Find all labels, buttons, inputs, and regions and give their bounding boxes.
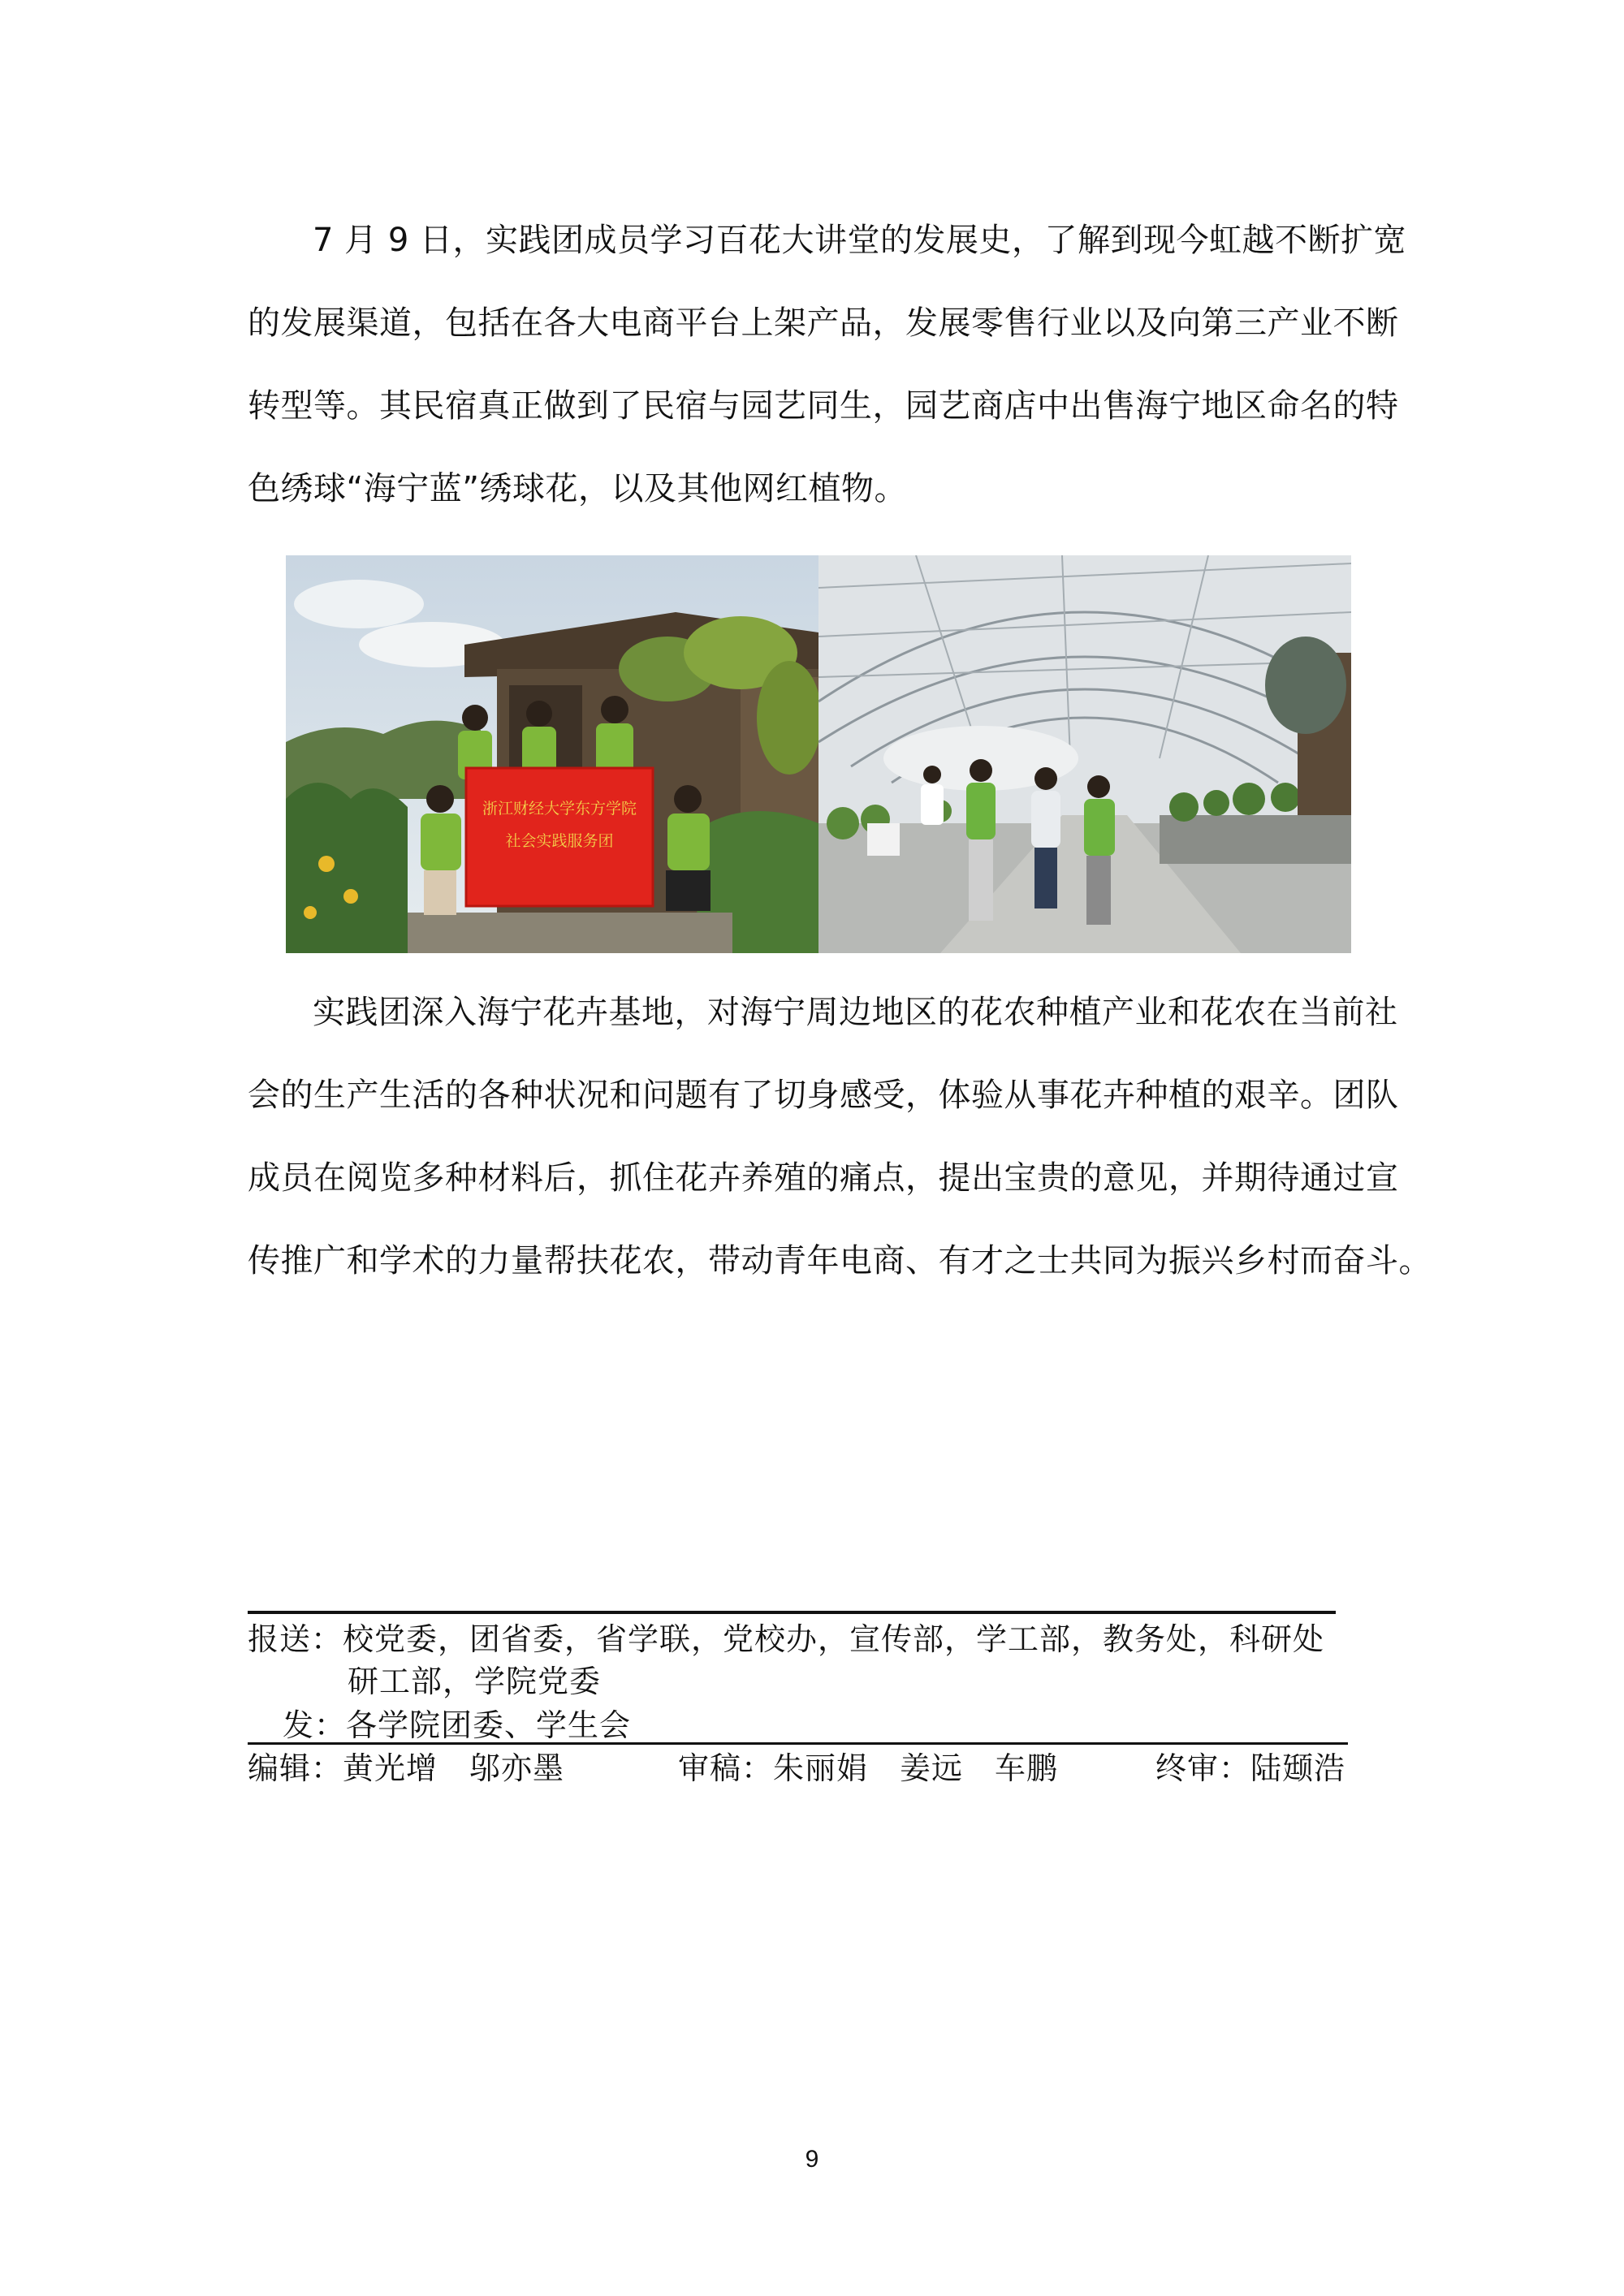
paragraph-line: 会的生产生活的各种状况和问题有了切身感受，体验从事花卉种植的艰辛。团队 (248, 1077, 1399, 1114)
banner-text: 社会实践服务团 (505, 832, 614, 850)
paragraph-line: 成员在阅览多种材料后，抓住花卉养殖的痛点，提出宝贵的意见，并期待通过宣 (248, 1159, 1399, 1197)
paragraph-1 (248, 199, 1407, 530)
send-label: 报送： (248, 1621, 343, 1657)
paragraph-2 (248, 971, 1432, 1302)
divider-middle (248, 1742, 1348, 1745)
paragraph-line: 7 月 9 日，实践团成员学习百花大讲堂的发展史，了解到现今虹越不断扩宽 (313, 222, 1407, 259)
issue-recipients: 各学院团委、学生会 (346, 1707, 632, 1743)
distribution-send (248, 1618, 1324, 1660)
final-review-credit: 终审：陆颋浩 (1155, 1750, 1346, 1786)
paragraph-line: 传推广和学术的力量帮扶花农，带动青年电商、有才之士共同为振兴乡村而奋斗。 (248, 1242, 1432, 1280)
editor-credit: 编辑：黄光增 邬亦墨 (248, 1750, 565, 1786)
paragraph-line: 转型等。其民宿真正做到了民宿与园艺同生，园艺商店中出售海宁地区命名的特 (248, 387, 1399, 425)
distribution-issue (283, 1704, 631, 1746)
reviewer-credit: 审稿：朱丽娟 姜远 车鹏 (678, 1750, 1059, 1786)
paragraph-line: 实践团深入海宁花卉基地，对海宁周边地区的花农种植产业和花农在当前社 (313, 994, 1398, 1031)
paragraph-line: 色绣球“海宁蓝”绣球花，以及其他网红植物。 (248, 470, 907, 507)
paragraph-line: 的发展渠道，包括在各大电商平台上架产品，发展零售行业以及向第三产业不断 (248, 304, 1399, 342)
photo-strip (286, 555, 1351, 953)
group-photo-with-banner (286, 555, 818, 953)
page-number: 9 (805, 2146, 819, 2173)
divider-top (248, 1611, 1336, 1614)
issue-label: 发： (283, 1707, 347, 1743)
greenhouse-photo (818, 555, 1351, 953)
send-recipients: 校党委，团省委，省学联，党校办，宣传部，学工部，教务处，科研处 (343, 1621, 1325, 1657)
send-recipients-continued: 研工部，学院党委 (348, 1664, 602, 1699)
banner-text: 浙江财经大学东方学院 (482, 800, 637, 818)
